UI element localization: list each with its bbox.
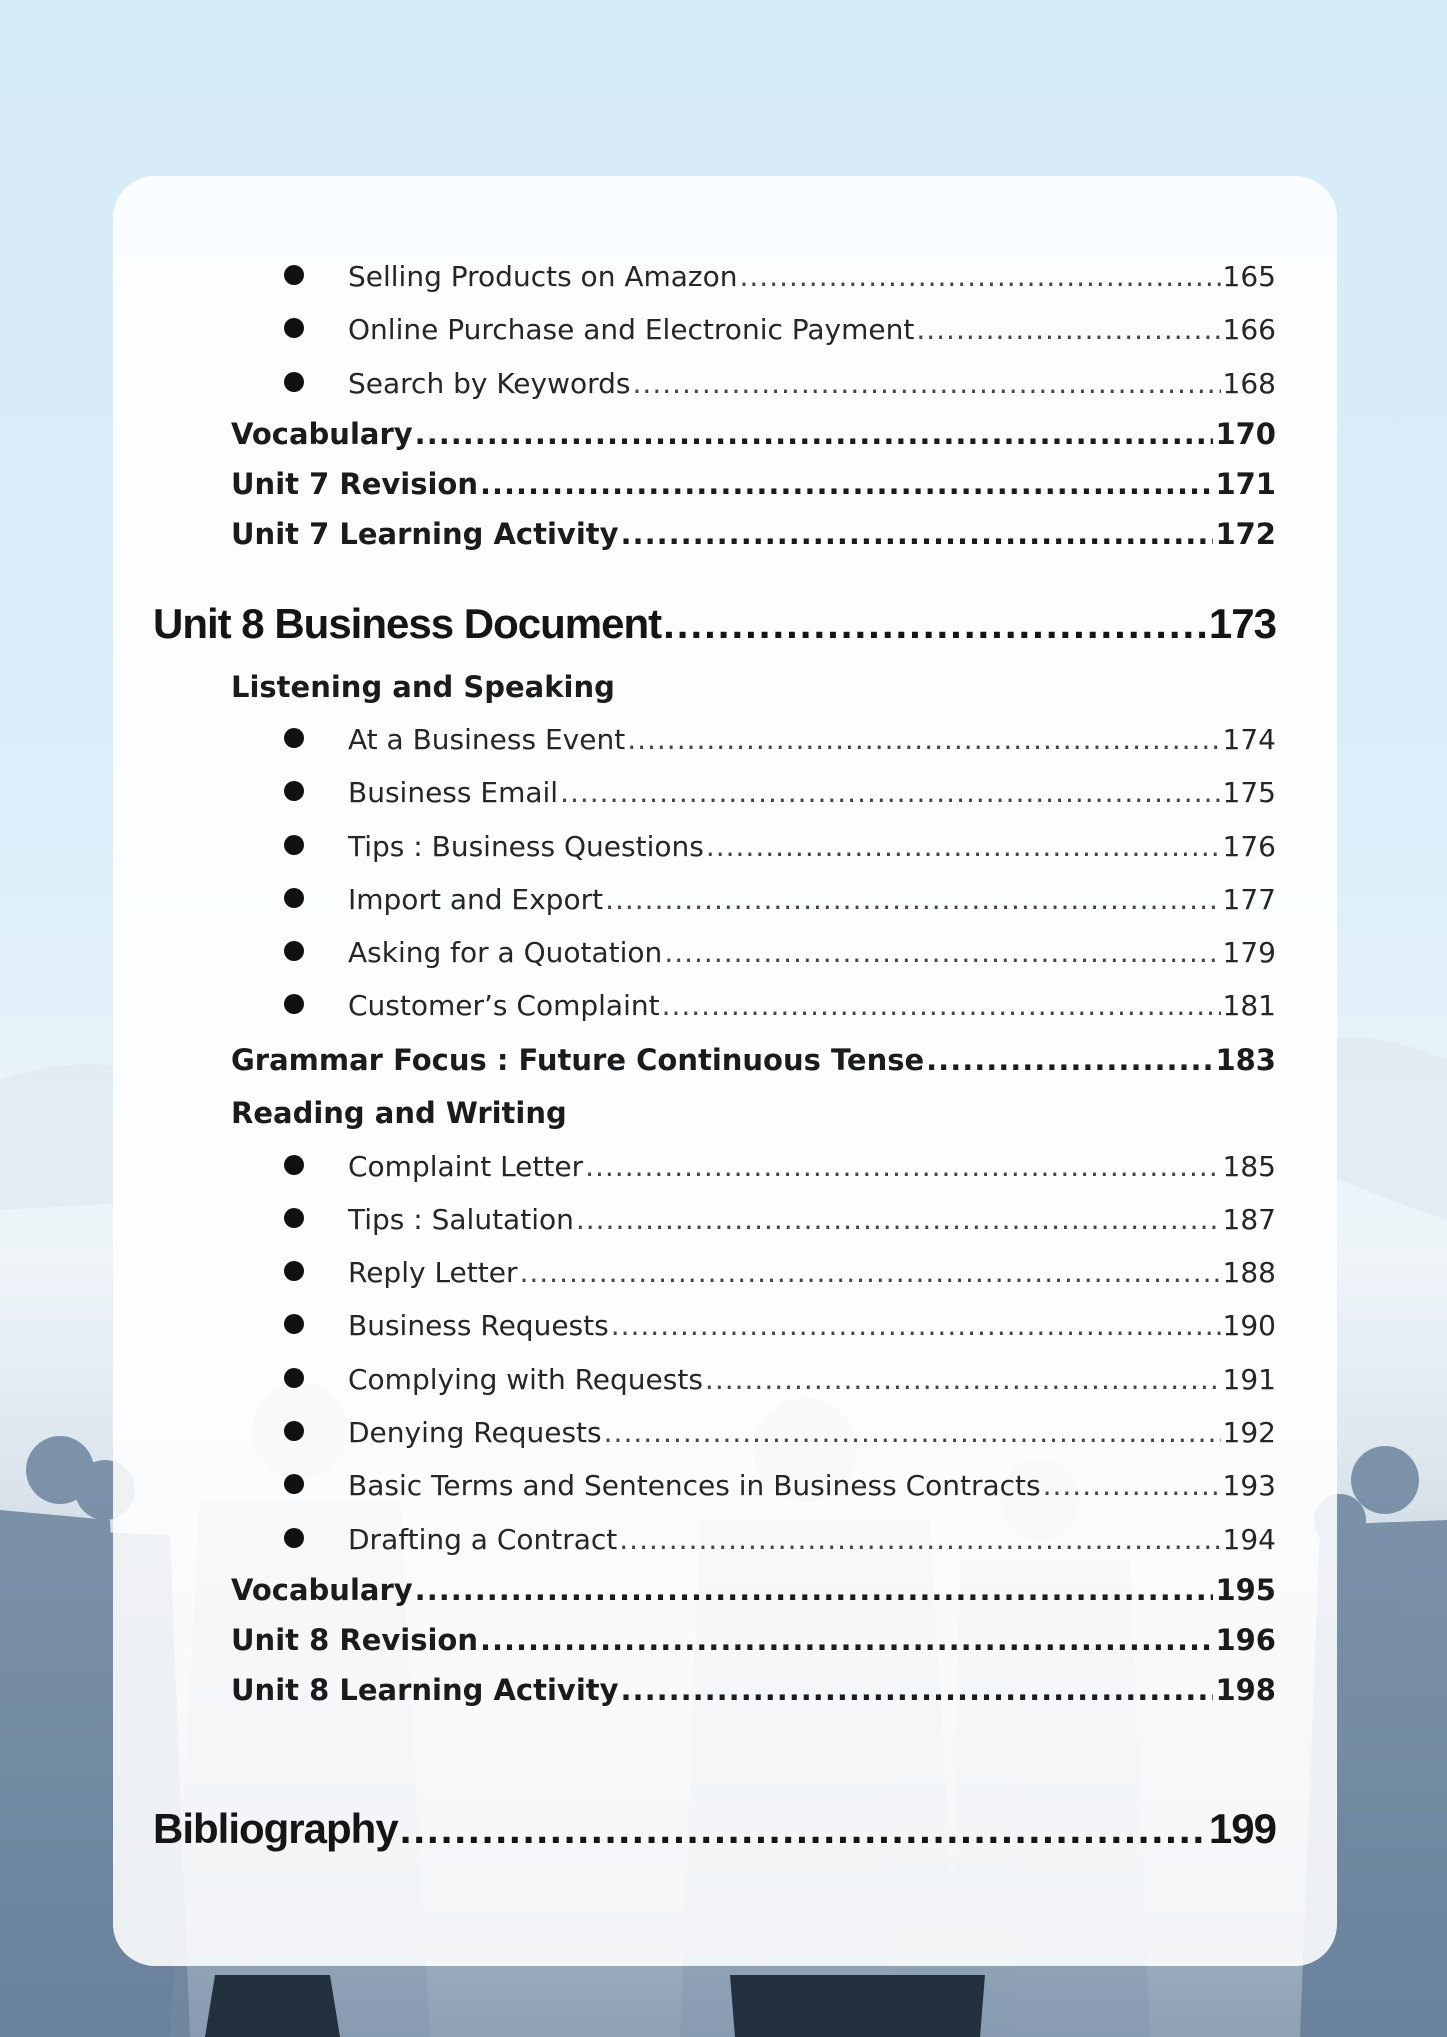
- dot-leader: [480, 467, 1213, 501]
- toc-entry-title: Selling Products on Amazon: [348, 260, 738, 293]
- toc-entry-page-number: 173: [1208, 600, 1276, 647]
- toc-entry-title: At a Business Event: [348, 723, 626, 756]
- toc-entry-page-number: 194: [1222, 1523, 1276, 1556]
- toc-entry: [348, 1469, 1276, 1502]
- toc-entry: [153, 600, 1276, 648]
- toc-entry-page-number: 172: [1215, 517, 1276, 551]
- bullet-icon: [284, 728, 304, 748]
- toc-entry: [153, 1805, 1276, 1853]
- toc-entry-title: Business Requests: [348, 1309, 609, 1342]
- dot-leader: [926, 1043, 1213, 1077]
- toc-entry-page-number: 181: [1222, 989, 1276, 1022]
- toc-entry-title: Drafting a Contract: [348, 1523, 618, 1556]
- toc-entry-page-number: 199: [1208, 1805, 1276, 1852]
- toc-entry: [348, 1256, 1276, 1289]
- toc-entry-page-number: 165: [1222, 260, 1276, 293]
- dot-leader: [605, 883, 1220, 916]
- toc-entry-title: Unit 8 Business Document: [153, 600, 662, 647]
- toc-entry-page-number: 188: [1222, 1256, 1276, 1289]
- toc-entry-page-number: 166: [1222, 313, 1276, 346]
- toc-entry-title: Listening and Speaking: [231, 670, 615, 704]
- toc-entry-title: Customer’s Complaint: [348, 989, 660, 1022]
- toc-entry: [348, 260, 1276, 293]
- toc-entry-page-number: 185: [1222, 1150, 1276, 1183]
- toc-entry-title: Reading and Writing: [231, 1096, 567, 1130]
- dot-leader: [916, 313, 1220, 346]
- toc-entry-page-number: 170: [1215, 417, 1276, 451]
- toc-entry-title: Grammar Focus : Future Continuous Tense: [231, 1043, 925, 1077]
- toc-entry-page-number: 190: [1222, 1309, 1276, 1342]
- toc-entry-title: Reply Letter: [348, 1256, 518, 1289]
- dot-leader: [1043, 1469, 1221, 1502]
- toc-entry: [231, 1043, 1276, 1077]
- dot-leader: [663, 600, 1207, 648]
- toc-entry-title: Import and Export: [348, 883, 604, 916]
- toc-entry-page-number: 195: [1215, 1573, 1276, 1607]
- bullet-icon: [284, 1261, 304, 1281]
- bullet-icon: [284, 994, 304, 1014]
- toc-entry-title: Unit 7 Revision: [231, 467, 478, 501]
- toc-entry-page-number: 183: [1215, 1043, 1276, 1077]
- toc-entry-page-number: 191: [1222, 1363, 1276, 1396]
- toc-entry-title: Tips : Salutation: [348, 1203, 574, 1236]
- toc-entry: [348, 367, 1276, 400]
- bullet-icon: [284, 781, 304, 801]
- bullet-icon: [284, 1314, 304, 1334]
- dot-leader: [611, 1309, 1221, 1342]
- toc-entry: [348, 883, 1276, 916]
- bullet-icon: [284, 888, 304, 908]
- toc-entry-title: Business Email: [348, 776, 559, 809]
- toc-entry: [231, 670, 615, 704]
- toc-entry-page-number: 196: [1215, 1623, 1276, 1657]
- dot-leader: [706, 830, 1221, 863]
- toc-entry-title: Basic Terms and Sentences in Business Contracts: [348, 1469, 1041, 1502]
- toc-entry: [348, 1150, 1276, 1183]
- toc-entry-title: Vocabulary: [231, 1573, 413, 1607]
- toc-entry-page-number: 192: [1222, 1416, 1276, 1449]
- toc-entry: [231, 1573, 1276, 1607]
- dot-leader: [576, 1203, 1221, 1236]
- toc-entry-title: Complaint Letter: [348, 1150, 584, 1183]
- toc-entry: [348, 1309, 1276, 1342]
- dot-leader: [519, 1256, 1220, 1289]
- toc-entry-page-number: 179: [1222, 936, 1276, 969]
- dot-leader: [585, 1150, 1220, 1183]
- dot-leader: [740, 260, 1221, 293]
- bullet-icon: [284, 835, 304, 855]
- bullet-icon: [284, 1474, 304, 1494]
- bullet-icon: [284, 1368, 304, 1388]
- dot-leader: [415, 417, 1214, 451]
- toc-entry-page-number: 193: [1222, 1469, 1276, 1502]
- toc-entry-title: Unit 8 Revision: [231, 1623, 478, 1657]
- toc-entry-page-number: 174: [1222, 723, 1276, 756]
- toc-entry-title: Denying Requests: [348, 1416, 602, 1449]
- toc-entry: [348, 776, 1276, 809]
- dot-leader: [480, 1623, 1213, 1657]
- dot-leader: [415, 1573, 1214, 1607]
- bullet-icon: [284, 1528, 304, 1548]
- bullet-icon: [284, 941, 304, 961]
- bullet-icon: [284, 265, 304, 285]
- toc-entry: [231, 417, 1276, 451]
- toc-entry-title: Unit 7 Learning Activity: [231, 517, 619, 551]
- toc-entry: [231, 517, 1276, 551]
- dot-leader: [664, 936, 1220, 969]
- toc-entry-page-number: 177: [1222, 883, 1276, 916]
- dot-leader: [400, 1805, 1207, 1853]
- dot-leader: [662, 989, 1221, 1022]
- toc-entry: [348, 830, 1276, 863]
- toc-entry: [231, 1096, 567, 1130]
- dot-leader: [621, 1673, 1214, 1707]
- dot-leader: [604, 1416, 1221, 1449]
- toc-entry-page-number: 176: [1222, 830, 1276, 863]
- toc-entry: [348, 1416, 1276, 1449]
- dot-leader: [627, 723, 1220, 756]
- toc-entry: [348, 313, 1276, 346]
- toc-entry: [348, 723, 1276, 756]
- bullet-icon: [284, 1208, 304, 1228]
- toc-entry: [348, 989, 1276, 1022]
- toc-entry: [348, 936, 1276, 969]
- toc-entry-page-number: 171: [1215, 467, 1276, 501]
- bullet-icon: [284, 372, 304, 392]
- toc-entry-title: Complying with Requests: [348, 1363, 703, 1396]
- toc-entry: [348, 1203, 1276, 1236]
- toc-entry-page-number: 175: [1222, 776, 1276, 809]
- bullet-icon: [284, 1421, 304, 1441]
- toc-entry-page-number: 198: [1215, 1673, 1276, 1707]
- toc-entry-page-number: 168: [1222, 367, 1276, 400]
- dot-leader: [705, 1363, 1221, 1396]
- bullet-icon: [284, 1155, 304, 1175]
- toc-entry-title: Online Purchase and Electronic Payment: [348, 313, 915, 346]
- bullet-icon: [284, 318, 304, 338]
- dot-leader: [621, 517, 1214, 551]
- toc-entry: [231, 467, 1276, 501]
- toc-entry-title: Asking for a Quotation: [348, 936, 663, 969]
- toc-entry: [348, 1523, 1276, 1556]
- toc-entry-title: Unit 8 Learning Activity: [231, 1673, 619, 1707]
- dot-leader: [619, 1523, 1220, 1556]
- toc-entry: [231, 1623, 1276, 1657]
- toc-entry-title: Bibliography: [153, 1805, 398, 1852]
- toc-entry: [348, 1363, 1276, 1396]
- toc-entry-title: Search by Keywords: [348, 367, 631, 400]
- toc-entry-title: Vocabulary: [231, 417, 413, 451]
- dot-leader: [560, 776, 1220, 809]
- toc-entry: [231, 1673, 1276, 1707]
- toc-entry-page-number: 187: [1222, 1203, 1276, 1236]
- dot-leader: [633, 367, 1221, 400]
- toc-entry-title: Tips : Business Questions: [348, 830, 704, 863]
